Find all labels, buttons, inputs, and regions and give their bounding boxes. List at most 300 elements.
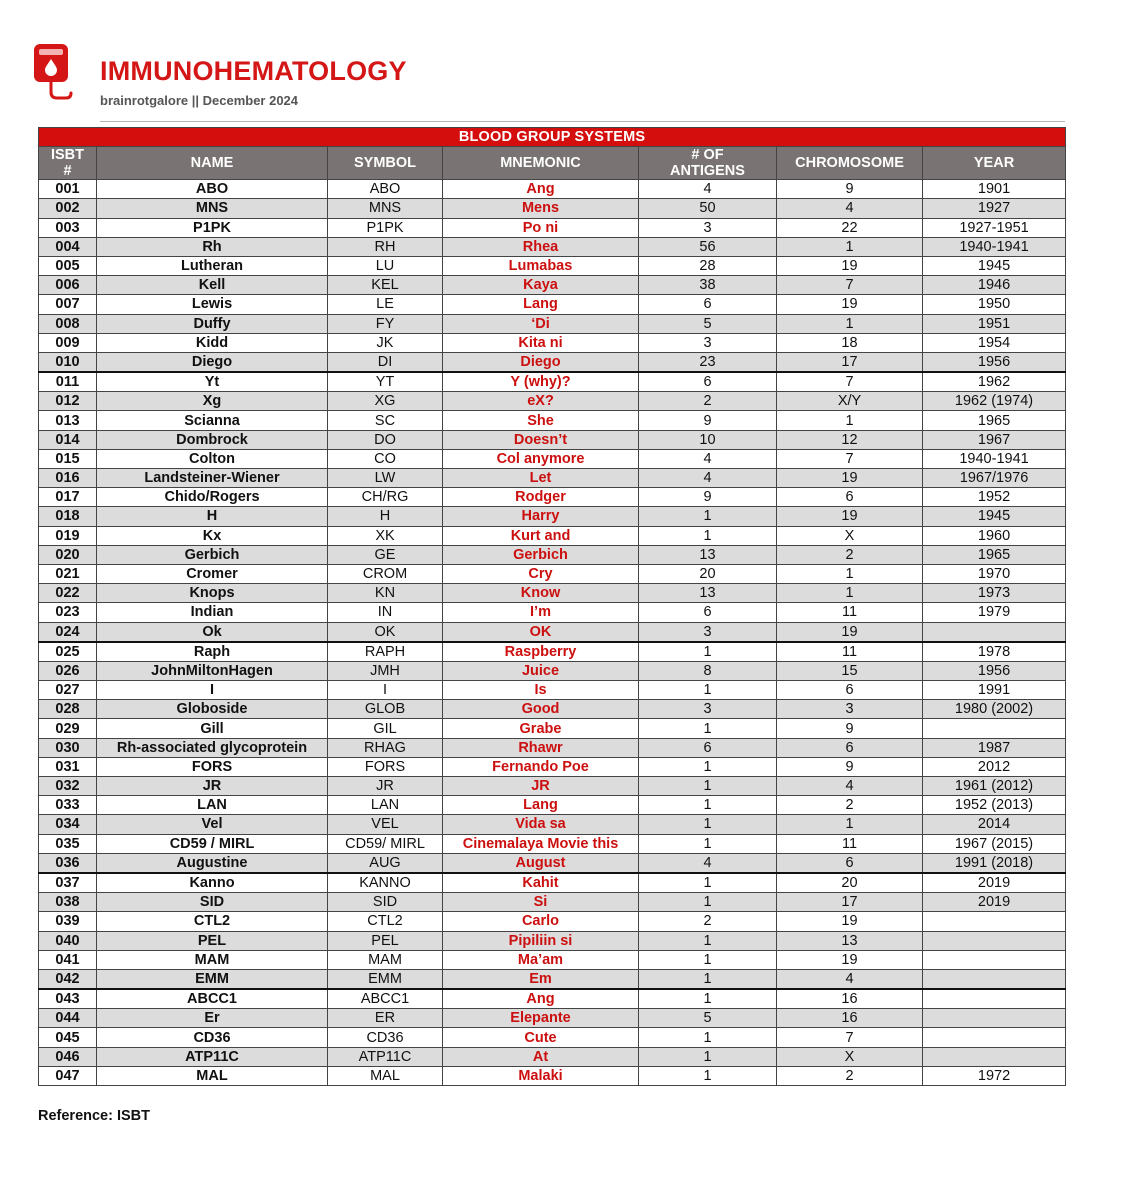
cell-name: MNS [97,199,328,218]
cell-name: Globoside [97,700,328,719]
blood-group-table [38,127,1066,1086]
table-row [39,834,1066,853]
page-title: IMMUNOHEMATOLOGY [100,56,407,86]
cell-antigens: 38 [639,276,777,295]
cell-name: Diego [97,352,328,372]
cell-chromosome: 19 [777,950,923,969]
table-row [39,352,1066,372]
cell-mnemonic: Lumabas [443,256,639,275]
cell-symbol: XG [328,392,443,411]
cell-isbt: 042 [39,969,97,989]
cell-antigens: 1 [639,989,777,1009]
cell-year: 1951 [923,314,1066,333]
table-row [39,989,1066,1009]
cell-symbol: MAM [328,950,443,969]
cell-mnemonic: Fernando Poe [443,757,639,776]
cell-antigens: 50 [639,199,777,218]
cell-isbt: 035 [39,834,97,853]
cell-symbol: RHAG [328,738,443,757]
cell-name: CD59 / MIRL [97,834,328,853]
cell-mnemonic: OK [443,622,639,642]
table-row [39,777,1066,796]
cell-mnemonic: Malaki [443,1066,639,1085]
cell-symbol: ER [328,1009,443,1028]
cell-antigens: 23 [639,352,777,372]
cell-antigens: 3 [639,622,777,642]
cell-isbt: 014 [39,430,97,449]
cell-chromosome: 1 [777,584,923,603]
table-row [39,931,1066,950]
cell-isbt: 004 [39,237,97,256]
cell-mnemonic: Rhawr [443,738,639,757]
cell-chromosome: 22 [777,218,923,237]
cell-isbt: 015 [39,449,97,468]
cell-mnemonic: Pipiliin si [443,931,639,950]
cell-chromosome: 2 [777,545,923,564]
cell-chromosome: 2 [777,1066,923,1085]
table-row [39,256,1066,275]
cell-antigens: 5 [639,1009,777,1028]
cell-year [923,989,1066,1009]
table-row [39,661,1066,680]
cell-isbt: 029 [39,719,97,738]
col-header-mnemonic: MNEMONIC [443,147,639,180]
cell-antigens: 1 [639,526,777,545]
cell-chromosome: 16 [777,1009,923,1028]
cell-antigens: 5 [639,314,777,333]
cell-year: 1950 [923,295,1066,314]
cell-symbol: LU [328,256,443,275]
cell-name: Kanno [97,873,328,893]
cell-year: 1945 [923,256,1066,275]
cell-year: 2019 [923,893,1066,912]
cell-year [923,1047,1066,1066]
cell-mnemonic: Kahit [443,873,639,893]
cell-symbol: DO [328,430,443,449]
cell-antigens: 4 [639,180,777,199]
cell-mnemonic: Cute [443,1028,639,1047]
table-row [39,276,1066,295]
table-row [39,642,1066,662]
cell-year: 2019 [923,873,1066,893]
cell-chromosome: 1 [777,564,923,583]
cell-isbt: 016 [39,469,97,488]
table-row [39,314,1066,333]
cell-mnemonic: Em [443,969,639,989]
cell-mnemonic: Juice [443,661,639,680]
cell-chromosome: 6 [777,488,923,507]
cell-name: Colton [97,449,328,468]
cell-year: 1954 [923,333,1066,352]
table-row [39,526,1066,545]
cell-mnemonic: August [443,853,639,873]
table-row [39,757,1066,776]
cell-symbol: CD59/ MIRL [328,834,443,853]
cell-mnemonic: Col anymore [443,449,639,468]
cell-mnemonic: Kurt and [443,526,639,545]
cell-mnemonic: Let [443,469,639,488]
cell-chromosome: 6 [777,681,923,700]
table-row [39,815,1066,834]
cell-chromosome: 7 [777,372,923,392]
cell-symbol: ABCC1 [328,989,443,1009]
table-row [39,430,1066,449]
cell-isbt: 009 [39,333,97,352]
cell-name: Augustine [97,853,328,873]
header-divider [100,121,1065,122]
cell-antigens: 1 [639,950,777,969]
cell-symbol: I [328,681,443,700]
cell-symbol: H [328,507,443,526]
cell-year: 1970 [923,564,1066,583]
cell-name: CTL2 [97,912,328,931]
cell-year: 1978 [923,642,1066,662]
cell-antigens: 2 [639,392,777,411]
cell-year: 1952 (2013) [923,796,1066,815]
cell-antigens: 1 [639,777,777,796]
cell-symbol: EMM [328,969,443,989]
cell-chromosome: 7 [777,276,923,295]
col-header-year: YEAR [923,147,1066,180]
cell-isbt: 040 [39,931,97,950]
cell-chromosome: 11 [777,642,923,662]
cell-chromosome: 3 [777,700,923,719]
cell-name: ABCC1 [97,989,328,1009]
table-row [39,584,1066,603]
cell-mnemonic: Rodger [443,488,639,507]
cell-antigens: 1 [639,815,777,834]
cell-chromosome: 19 [777,256,923,275]
cell-name: MAM [97,950,328,969]
cell-symbol: CTL2 [328,912,443,931]
cell-year: 1961 (2012) [923,777,1066,796]
cell-antigens: 2 [639,912,777,931]
cell-symbol: SID [328,893,443,912]
cell-isbt: 043 [39,989,97,1009]
cell-year: 1979 [923,603,1066,622]
cell-mnemonic: At [443,1047,639,1066]
cell-chromosome: 9 [777,180,923,199]
cell-symbol: FY [328,314,443,333]
cell-isbt: 046 [39,1047,97,1066]
table-row [39,969,1066,989]
cell-isbt: 005 [39,256,97,275]
cell-year [923,1028,1066,1047]
table-row [39,1066,1066,1085]
table-row [39,392,1066,411]
cell-isbt: 036 [39,853,97,873]
cell-antigens: 9 [639,411,777,430]
cell-mnemonic: Carlo [443,912,639,931]
cell-symbol: CO [328,449,443,468]
cell-isbt: 010 [39,352,97,372]
table-row [39,912,1066,931]
table-row [39,893,1066,912]
cell-chromosome: 7 [777,1028,923,1047]
cell-antigens: 6 [639,603,777,622]
cell-year: 2014 [923,815,1066,834]
cell-chromosome: 6 [777,853,923,873]
table-row [39,796,1066,815]
cell-name: Knops [97,584,328,603]
cell-chromosome: 17 [777,893,923,912]
cell-antigens: 1 [639,507,777,526]
cell-name: Chido/Rogers [97,488,328,507]
table-row [39,411,1066,430]
cell-chromosome: 1 [777,314,923,333]
cell-mnemonic: JR [443,777,639,796]
cell-mnemonic: Rhea [443,237,639,256]
cell-year: 1956 [923,661,1066,680]
cell-mnemonic: She [443,411,639,430]
cell-isbt: 024 [39,622,97,642]
cell-year: 1991 [923,681,1066,700]
cell-name: Indian [97,603,328,622]
cell-antigens: 1 [639,642,777,662]
table-row [39,564,1066,583]
cell-antigens: 3 [639,700,777,719]
cell-isbt: 001 [39,180,97,199]
cell-antigens: 3 [639,333,777,352]
cell-mnemonic: Gerbich [443,545,639,564]
cell-mnemonic: I’m [443,603,639,622]
cell-isbt: 012 [39,392,97,411]
cell-antigens: 1 [639,1028,777,1047]
cell-antigens: 1 [639,719,777,738]
cell-mnemonic: Cinemalaya Movie this [443,834,639,853]
cell-isbt: 027 [39,681,97,700]
cell-name: H [97,507,328,526]
cell-antigens: 1 [639,893,777,912]
cell-symbol: YT [328,372,443,392]
cell-isbt: 044 [39,1009,97,1028]
cell-antigens: 10 [639,430,777,449]
cell-symbol: GLOB [328,700,443,719]
cell-chromosome: 19 [777,507,923,526]
cell-symbol: FORS [328,757,443,776]
cell-chromosome: 19 [777,295,923,314]
table-row [39,295,1066,314]
cell-chromosome: 9 [777,757,923,776]
cell-year: 1991 (2018) [923,853,1066,873]
cell-year: 1952 [923,488,1066,507]
cell-antigens: 3 [639,218,777,237]
cell-name: Yt [97,372,328,392]
table-row [39,218,1066,237]
cell-name: Ok [97,622,328,642]
cell-symbol: IN [328,603,443,622]
cell-antigens: 1 [639,931,777,950]
cell-isbt: 002 [39,199,97,218]
cell-isbt: 038 [39,893,97,912]
cell-antigens: 56 [639,237,777,256]
cell-mnemonic: Cry [443,564,639,583]
cell-name: P1PK [97,218,328,237]
cell-name: MAL [97,1066,328,1085]
cell-symbol: KANNO [328,873,443,893]
cell-antigens: 4 [639,853,777,873]
cell-mnemonic: Kaya [443,276,639,295]
cell-year: 1965 [923,411,1066,430]
cell-symbol: JMH [328,661,443,680]
cell-chromosome: 19 [777,622,923,642]
cell-chromosome: 15 [777,661,923,680]
cell-antigens: 6 [639,372,777,392]
cell-mnemonic: Po ni [443,218,639,237]
cell-year: 1946 [923,276,1066,295]
cell-isbt: 006 [39,276,97,295]
cell-chromosome: 4 [777,199,923,218]
cell-symbol: SC [328,411,443,430]
cell-mnemonic: Ang [443,989,639,1009]
cell-antigens: 8 [639,661,777,680]
cell-name: PEL [97,931,328,950]
cell-symbol: KN [328,584,443,603]
cell-isbt: 034 [39,815,97,834]
page-subtitle: brainrotgalore || December 2024 [100,93,299,108]
cell-antigens: 9 [639,488,777,507]
cell-antigens: 20 [639,564,777,583]
col-header-isbt: ISBT # [39,147,97,180]
cell-name: Duffy [97,314,328,333]
cell-year: 1987 [923,738,1066,757]
cell-isbt: 028 [39,700,97,719]
table-row [39,1028,1066,1047]
cell-isbt: 011 [39,372,97,392]
cell-year: 1967 [923,430,1066,449]
cell-symbol: LW [328,469,443,488]
table-row [39,853,1066,873]
cell-name: JR [97,777,328,796]
cell-mnemonic: Ang [443,180,639,199]
cell-antigens: 1 [639,834,777,853]
cell-mnemonic: Raspberry [443,642,639,662]
cell-year: 1901 [923,180,1066,199]
cell-year: 1965 [923,545,1066,564]
table-row [39,488,1066,507]
cell-chromosome: X [777,1047,923,1066]
cell-isbt: 008 [39,314,97,333]
cell-isbt: 047 [39,1066,97,1085]
cell-symbol: LAN [328,796,443,815]
cell-mnemonic: Mens [443,199,639,218]
table-row [39,545,1066,564]
cell-symbol: RH [328,237,443,256]
cell-symbol: GIL [328,719,443,738]
cell-isbt: 018 [39,507,97,526]
cell-year [923,622,1066,642]
cell-antigens: 1 [639,873,777,893]
table-row [39,1047,1066,1066]
cell-antigens: 13 [639,545,777,564]
cell-name: CD36 [97,1028,328,1047]
table-row [39,372,1066,392]
cell-symbol: CROM [328,564,443,583]
cell-name: ATP11C [97,1047,328,1066]
cell-name: Landsteiner-Wiener [97,469,328,488]
cell-name: Scianna [97,411,328,430]
cell-chromosome: 19 [777,912,923,931]
table-row [39,333,1066,352]
cell-symbol: VEL [328,815,443,834]
table-row [39,199,1066,218]
col-header-name: NAME [97,147,328,180]
cell-name: Cromer [97,564,328,583]
blood-bag-icon [26,40,86,104]
cell-symbol: GE [328,545,443,564]
cell-name: Raph [97,642,328,662]
cell-antigens: 6 [639,738,777,757]
cell-isbt: 017 [39,488,97,507]
cell-antigens: 1 [639,796,777,815]
cell-name: Rh-associated glycoprotein [97,738,328,757]
cell-name: Gerbich [97,545,328,564]
cell-antigens: 1 [639,1066,777,1085]
cell-antigens: 1 [639,969,777,989]
cell-name: Er [97,1009,328,1028]
cell-antigens: 1 [639,1047,777,1066]
cell-isbt: 020 [39,545,97,564]
table-caption: BLOOD GROUP SYSTEMS [39,128,1066,147]
cell-name: Gill [97,719,328,738]
cell-symbol: XK [328,526,443,545]
cell-year: 1967/1976 [923,469,1066,488]
cell-isbt: 022 [39,584,97,603]
cell-chromosome: 16 [777,989,923,1009]
cell-mnemonic: eX? [443,392,639,411]
cell-symbol: PEL [328,931,443,950]
table-row [39,950,1066,969]
table-row [39,180,1066,199]
table-row [39,700,1066,719]
cell-year: 1980 (2002) [923,700,1066,719]
cell-isbt: 023 [39,603,97,622]
reference-note: Reference: ISBT [38,1108,151,1124]
cell-mnemonic: Is [443,681,639,700]
cell-symbol: MAL [328,1066,443,1085]
cell-symbol: P1PK [328,218,443,237]
cell-symbol: CD36 [328,1028,443,1047]
cell-mnemonic: Vida sa [443,815,639,834]
table-row [39,622,1066,642]
cell-mnemonic: Good [443,700,639,719]
cell-chromosome: 4 [777,969,923,989]
cell-name: ABO [97,180,328,199]
cell-chromosome: X/Y [777,392,923,411]
table-row [39,719,1066,738]
col-header-chromosome: CHROMOSOME [777,147,923,180]
cell-isbt: 033 [39,796,97,815]
cell-mnemonic: Y (why)? [443,372,639,392]
cell-mnemonic: Grabe [443,719,639,738]
cell-chromosome: 1 [777,815,923,834]
cell-name: Lutheran [97,256,328,275]
cell-chromosome: 6 [777,738,923,757]
cell-mnemonic: Lang [443,796,639,815]
cell-year: 1927 [923,199,1066,218]
col-header-antigens: # OF ANTIGENS [639,147,777,180]
cell-year: 1960 [923,526,1066,545]
cell-name: Lewis [97,295,328,314]
cell-year: 2012 [923,757,1066,776]
cell-name: SID [97,893,328,912]
cell-chromosome: 17 [777,352,923,372]
cell-mnemonic: Elepante [443,1009,639,1028]
cell-symbol: CH/RG [328,488,443,507]
cell-mnemonic: ‘Di [443,314,639,333]
cell-chromosome: 13 [777,931,923,950]
cell-mnemonic: Doesn’t [443,430,639,449]
